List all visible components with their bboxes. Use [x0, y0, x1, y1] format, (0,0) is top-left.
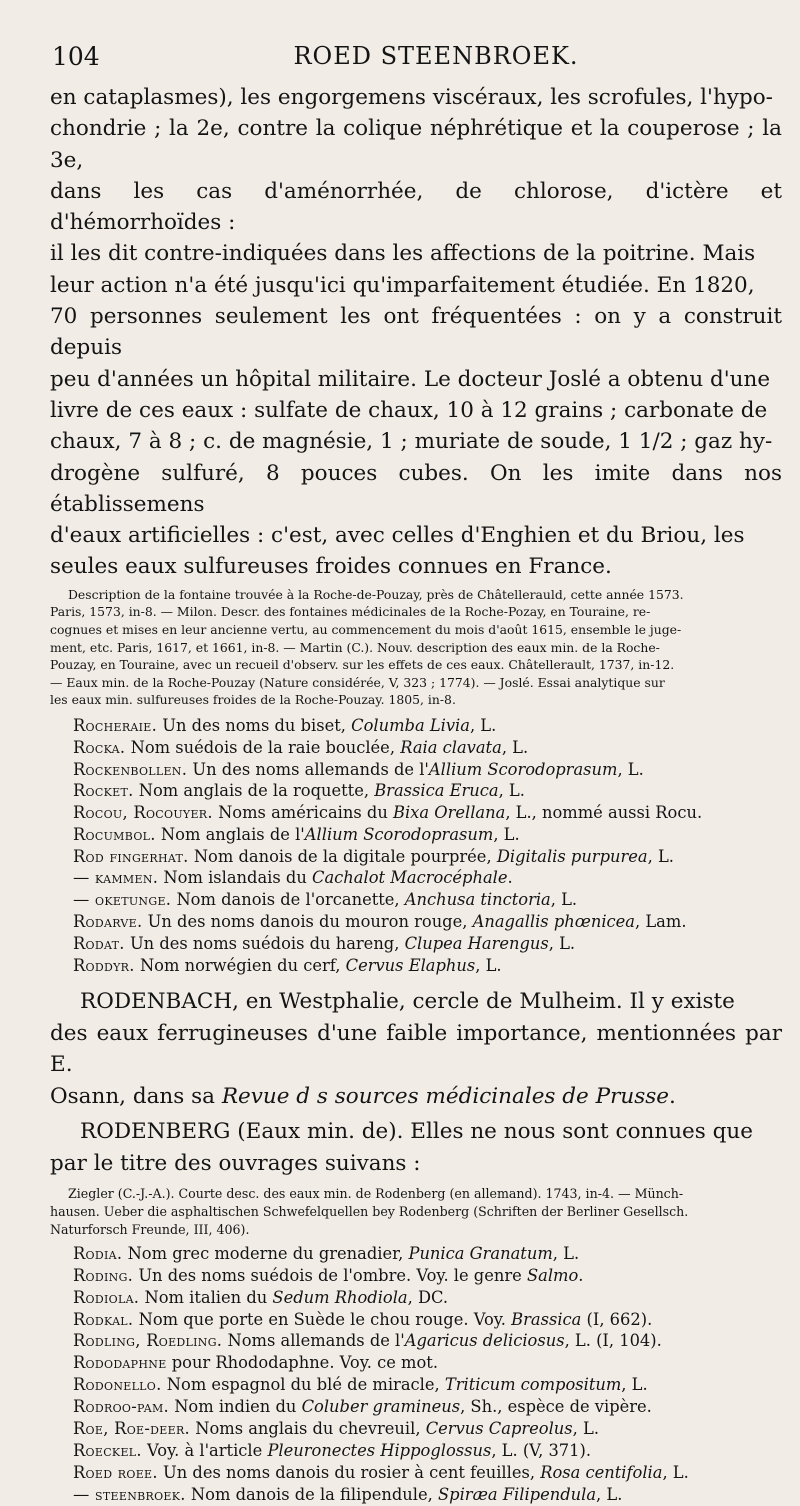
page-number: 104	[52, 42, 100, 71]
dictionary-entry	[73, 1287, 782, 1309]
page-header	[50, 42, 782, 82]
entry-text: Un des noms du biset,	[162, 715, 346, 735]
entry-latin-name: Columba Livia	[351, 715, 470, 735]
entry-latin-name: Salmo	[526, 1265, 579, 1285]
entry-text: Nom que porte en Suède le chou rouge. Voy.	[138, 1309, 506, 1329]
entry-latin-name: Bixa Orellana	[393, 803, 506, 823]
bibliography-line: Naturforsch Freunde, III, 406).	[50, 1222, 250, 1238]
entry-latin-name: Anchusa tinctoria	[404, 890, 551, 910]
dictionary-entry	[73, 955, 782, 977]
main-paragraph-line: 70 personnes seulement les ont fréquentées : on y a construit depuis	[50, 304, 782, 361]
entry-text: pour Rhododaphne. Voy. ce mot.	[171, 1353, 439, 1373]
main-paragraph-line: d'eaux artificielles : c'est, avec celles d'Enghien et du Briou, les	[50, 523, 745, 549]
entry-latin-name: Anagallis phœnicea	[472, 912, 636, 932]
entry-tail: , L.	[647, 846, 674, 866]
entry-tail: , L. (V, 371).	[491, 1441, 592, 1461]
dictionary-entry	[73, 1440, 782, 1462]
dictionary-entry	[73, 911, 782, 933]
entry-text: Voy. à l'article	[147, 1441, 263, 1461]
entry-headword: Rod fingerhat.	[73, 846, 189, 866]
dictionary-entry	[73, 846, 782, 868]
entry-text: Nom norwégien du cerf,	[139, 955, 341, 975]
main-paragraph-line: leur action n'a été jusqu'ici qu'imparfaitement étudiée. En 1820,	[50, 272, 755, 298]
entry-latin-name: Agaricus deliciosus	[404, 1331, 565, 1351]
entry-latin-name: Brassica Eruca	[374, 781, 499, 801]
bibliography-line: Paris, 1573, in-8. — Milon. Descr. des fontaines médicinales de la Roche-Pozay, en Touraine, re-	[50, 604, 651, 620]
entry-latin-name: Punica Granatum	[408, 1243, 553, 1263]
entry-latin-name: Pleuronectes Hippoglossus	[267, 1441, 492, 1461]
entry-text: Nom anglais de l'	[160, 824, 305, 844]
entry-text: Nom danois de l'orcanette,	[176, 890, 400, 910]
entry-latin-name: Allium Scorodoprasum	[304, 824, 494, 844]
entry-text: Noms allemands de l'	[227, 1331, 405, 1351]
entry-text: Un des noms suédois de l'ombre. Voy. le genre	[138, 1265, 522, 1285]
entry-headword: Rodonello.	[73, 1375, 162, 1395]
dictionary-entry	[73, 780, 782, 802]
entry-headword: Rocka.	[73, 737, 126, 757]
entry-tail: , L.	[550, 890, 578, 910]
headword-rodenberg: RODENBERG	[80, 1119, 231, 1145]
entry-headword: Rodroo-pam.	[73, 1397, 169, 1417]
bibliography-line: hausen. Ueber die asphaltischen Schwefelquellen bey Rodenberg (Schriften der Berliner Gesellsch.	[50, 1204, 689, 1220]
entry-latin-name: Clupea Harengus	[404, 933, 549, 953]
entry-latin-name: Cervus Elaphus	[345, 955, 476, 975]
dictionary-entry	[73, 1352, 782, 1374]
entry-tail: , DC.	[407, 1287, 449, 1307]
entry-headword: Rodkal.	[73, 1309, 134, 1329]
bibliography-rodenberg	[50, 1185, 782, 1238]
running-title: ROED STEENBROEK.	[293, 42, 579, 70]
entry-text: Un des noms suédois du hareng,	[129, 933, 400, 953]
entry-latin-name: Sedum Rhodiola	[272, 1287, 408, 1307]
dictionary-entry	[73, 1309, 782, 1331]
entry-latin-name: Rosa centifolia	[540, 1462, 663, 1482]
entry-latin-name: Allium Scorodoprasum	[428, 759, 618, 779]
dictionary-entry	[73, 1418, 782, 1440]
dictionary-entry	[73, 1330, 782, 1352]
bibliography-line: les eaux min. sulfureuses froides de la Roche-Pouzay. 1805, in-8.	[50, 692, 456, 708]
entry-text: Un des noms danois du mouron rouge,	[147, 912, 468, 932]
entry-tail: , L. (I, 104).	[564, 1331, 662, 1351]
entry-tail: , L.	[501, 737, 529, 757]
dictionary-entry	[73, 737, 782, 759]
entry-tail: , L.	[469, 715, 497, 735]
entry-latin-name: Digitalis purpurea	[496, 846, 648, 866]
entry-headword: Roddyr.	[73, 955, 135, 975]
main-paragraph-line: en cataplasmes), les engorgemens viscéraux, les scrofules, l'hypo-	[50, 85, 773, 110]
bibliography-line: — Eaux min. de la Roche-Pouzay (Nature considérée, V, 323 ; 1774). — Joslé. Essai analytique sur	[50, 674, 665, 690]
entry-tail: , L.	[475, 955, 502, 975]
entry-headword: Rodling, Roedling.	[73, 1331, 223, 1351]
entry-headword: Roeckel.	[73, 1441, 142, 1461]
main-paragraph	[50, 82, 782, 583]
dictionary-entry	[73, 889, 782, 911]
bibliography-line: cognues et mises en leur ancienne vertu, au commencement du mois d'août 1615, ensemble le juge-	[50, 621, 682, 637]
main-paragraph-line: peu d'années un hôpital militaire. Le docteur Joslé a obtenu d'une	[50, 366, 771, 392]
entry-tail: , L.	[596, 1484, 623, 1504]
entry-headword: Rodat.	[73, 933, 125, 953]
entry-tail: , L.	[548, 933, 576, 953]
entry-headword: — kammen.	[73, 868, 159, 888]
dictionary-entry	[73, 802, 782, 824]
bibliography-line: Pouzay, en Touraine, avec un recueil d'observ. sur les effets de ces eaux. Châtellerault, 1737, in-12.	[50, 657, 675, 673]
entry-list-2	[73, 1243, 782, 1506]
dictionary-entry	[73, 1396, 782, 1418]
entry-latin-name: Cervus Capreolus	[425, 1419, 573, 1439]
entry-tail: .	[507, 868, 513, 888]
entry-headword: — steenbroek.	[73, 1484, 186, 1504]
entry-headword: Roed roee.	[73, 1462, 158, 1482]
entry-latin-name: Spiræa Filipendula	[438, 1484, 597, 1504]
entry-tail: , L.	[498, 781, 525, 801]
dictionary-entry	[73, 1265, 782, 1287]
entry-text: Nom italien du	[144, 1287, 268, 1307]
entry-headword: Rocumbol.	[73, 824, 156, 844]
entry-tail: , L.	[572, 1419, 599, 1439]
dictionary-entry	[73, 715, 782, 737]
entry-tail: , L.	[493, 824, 520, 844]
entry-tail: , Sh., espèce de vipère.	[460, 1397, 652, 1417]
entry-latin-name: Triticum compositum	[444, 1375, 622, 1395]
entry-latin-name: Coluber gramineus	[301, 1397, 461, 1417]
entry-text: Nom danois de la filipendule,	[190, 1484, 433, 1504]
entry-headword: Roe, Roe-deer.	[73, 1419, 191, 1439]
main-paragraph-line: livre de ces eaux : sulfate de chaux, 10 à 12 grains ; carbonate de	[50, 397, 768, 423]
main-paragraph-line: chondrie ; la 2e, contre la colique néphrétique et la couperose ; la 3e,	[50, 116, 782, 173]
entry-tail: (I, 662).	[581, 1309, 653, 1329]
dictionary-entry	[73, 1484, 782, 1506]
entry-rodenberg: RODENBERG (Eaux min. de). Elles ne nous sont connues que par le titre des ouvrages suivans :	[50, 1119, 753, 1176]
entry-text: Nom grec moderne du grenadier,	[127, 1243, 404, 1263]
entry-tail: , L., nommé aussi Rocu.	[505, 803, 703, 823]
main-paragraph-line: dans les cas d'aménorrhée, de chlorose, d'ictère et d'hémorrhoïdes :	[50, 178, 782, 236]
bibliography-line: Description de la fontaine trouvée à la Roche-de-Pouzay, près de Châtellerauld, cette année 1573.	[68, 586, 684, 602]
entry-text: Nom indien du	[174, 1397, 297, 1417]
entry-text: Nom espagnol du blé de miracle,	[166, 1375, 440, 1395]
headword-rodenbach: RODENBACH	[80, 989, 233, 1015]
dictionary-entry	[73, 933, 782, 955]
entry-tail: , L.	[621, 1375, 648, 1395]
entry-text: Nom islandais du	[163, 868, 307, 888]
bibliography-roche-pouzay	[50, 586, 782, 709]
entry-headword: Roding.	[73, 1265, 134, 1285]
dictionary-entry	[73, 824, 782, 846]
entry-headword: Rockenbollen.	[73, 759, 188, 779]
entry-headword: Rocou, Rocouyer.	[73, 803, 213, 823]
entry-headword: Rocket.	[73, 781, 134, 801]
entry-headword: Rododaphne	[73, 1353, 167, 1373]
entry-latin-name: Brassica	[511, 1309, 582, 1329]
entry-headword: Rodiola.	[73, 1287, 140, 1307]
entry-text: Noms américains du	[218, 803, 388, 823]
entry-tail: , L.	[617, 759, 644, 779]
entry-latin-name: Raia clavata	[400, 737, 502, 757]
entry-text: Un des noms danois du rosier à cent feuilles,	[163, 1462, 536, 1482]
bibliography-line: ment, etc. Paris, 1617, et 1661, in-8. — Martin (C.). Nouv. description des eaux min. de la Roche-	[50, 639, 660, 655]
entry-text: Nom danois de la digitale pourprée,	[193, 846, 492, 866]
main-paragraph-line: drogène sulfuré, 8 pouces cubes. On les imite dans nos établissemens	[50, 460, 782, 517]
entry-headword: Rodarve.	[73, 912, 143, 932]
entry-headword: — oketunge.	[73, 890, 172, 910]
dictionary-entry	[73, 867, 782, 889]
bibliography-line: Ziegler (C.-J.-A.). Courte desc. des eaux min. de Rodenberg (en allemand). 1743, in-4. — Münch-	[68, 1186, 684, 1202]
entry-tail: , L.	[552, 1243, 580, 1263]
main-paragraph-line: il les dit contre-indiquées dans les affections de la poitrine. Mais	[50, 241, 756, 267]
main-paragraph-line: chaux, 7 à 8 ; c. de magnésie, 1 ; muriate de soude, 1 1/2 ; gaz hy-	[50, 429, 773, 455]
entry-rodenbach: RODENBACH, en Westphalie, cercle de Mulheim. Il y existe des eaux ferrugineuses d'une faible importance, mentionnées par E. Osann, dans sa Revue d s sources médicinales de Prusse.	[50, 989, 782, 1109]
main-paragraph-line: seules eaux sulfureuses froides connues en France.	[50, 554, 612, 580]
dictionary-entry	[73, 1243, 782, 1265]
entry-text: Nom anglais de la roquette,	[138, 781, 370, 801]
entry-text: Un des noms allemands de l'	[192, 759, 429, 779]
entry-text: Nom suédois de la raie bouclée,	[130, 737, 395, 757]
entry-headword: Rocheraie.	[73, 715, 158, 735]
entry-list-1	[73, 715, 782, 977]
dictionary-entry	[73, 759, 782, 781]
entry-text: Noms anglais du chevreuil,	[195, 1419, 421, 1439]
entry-headword: Rodia.	[73, 1243, 123, 1263]
entry-latin-name: Cachalot Macrocéphale	[312, 868, 508, 888]
dictionary-entry	[73, 1374, 782, 1396]
entry-tail: , Lam.	[635, 912, 687, 932]
entry-tail: .	[578, 1265, 584, 1285]
entry-tail: , L.	[662, 1462, 689, 1482]
